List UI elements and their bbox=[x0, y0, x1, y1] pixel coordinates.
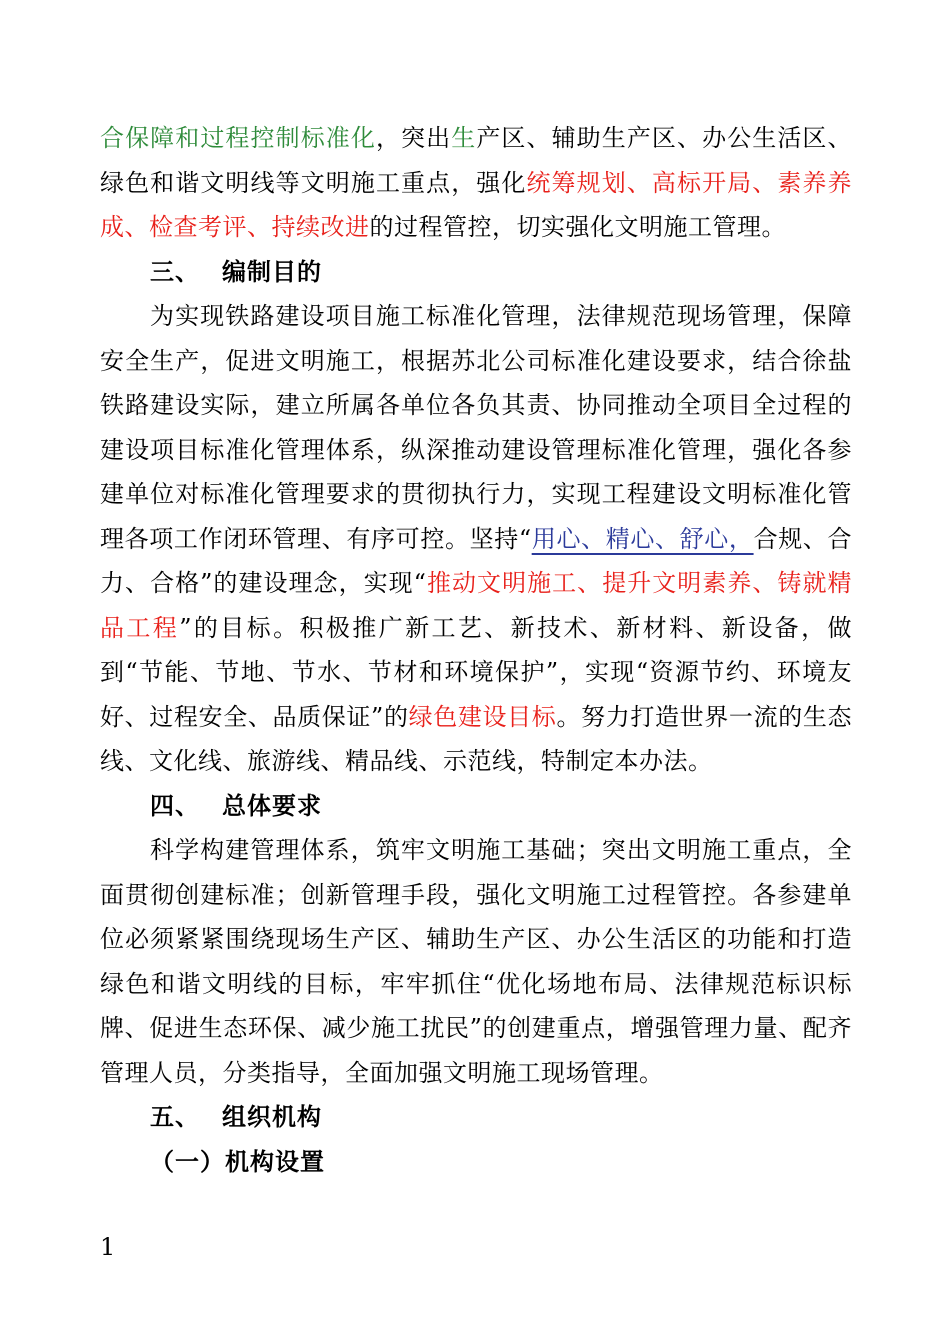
text-run: 为实现铁路建设项目施工标准化管理，法律规范现场管理，保障安全生产，促进文明施工，根据苏北公司标准化建设要求，结合徐盐铁路建设实际，建立所属各单位各负其责、协同推动全项目全过程的建设项目标准化管理体系，纵深推动建设管理标准化管理，强化各参建单位对标准化管理要求的贯彻执行力，实现工程建设文明标准化管理各项工作闭环管理、有序可控。坚持“ bbox=[100, 302, 852, 553]
section-number: 五、 bbox=[150, 1103, 200, 1131]
section-title: 总体要求 bbox=[222, 791, 322, 820]
paragraph-purpose bbox=[100, 294, 852, 784]
section-heading-5 bbox=[100, 1095, 852, 1140]
text-run: 的过程管控，切实强化文明施工管理。 bbox=[369, 213, 786, 241]
text-run: 产区、辅助生产区、办公生活区、绿色和谐文明线等文明施工重点，强化 bbox=[100, 124, 853, 197]
text-run: ”的目标。积极推广新工艺、新技术、新材料、新设备，做到“节能、节地、节水、节材和环境保护”，实现“资源节约、环境友好、过程安全、品质保证”的 bbox=[100, 613, 852, 731]
red-highlight-text: 绿色建设目标 bbox=[408, 702, 557, 731]
section-heading-4 bbox=[100, 784, 852, 829]
section-title: 编制目的 bbox=[222, 257, 322, 286]
section-heading-3 bbox=[100, 250, 852, 295]
section-number: 四、 bbox=[150, 791, 200, 820]
subsection-heading: （一）机构设置 bbox=[150, 1147, 325, 1176]
text-run: ，突出 bbox=[375, 124, 452, 152]
text-run: 。努力打造世界一流的生态线、文化线、旅游线、精品线、示范线，特制定本办法。 bbox=[100, 702, 852, 775]
green-highlight-text: 生 bbox=[451, 124, 477, 152]
paragraph-requirements: 科学构建管理体系，筑牢文明施工基础；突出文明施工重点，全面贯彻创建标准；创新管理手段，强化文明施工过程管控。各参建单位必须紧紧围绕现场生产区、辅助生产区、办公生活区的功能和打造绿色和谐文明线的目标，牢牢抓住“优化场地布局、法律规范标识标牌、促进生态环保、减少施工扰民”的创建重点，增强管理力量、配齐管理人员，分类指导，全面加强文明施工现场管理。 bbox=[100, 836, 852, 1087]
section-number: 三、 bbox=[150, 257, 200, 286]
blue-underlined-text: 用心、精心、舒心， bbox=[531, 524, 754, 553]
text-run: 合规、合力、合格”的建设理念，实现“ bbox=[100, 524, 852, 597]
page-number: 1 bbox=[100, 1233, 116, 1261]
section-title: 组织机构 bbox=[222, 1103, 322, 1131]
document-body bbox=[100, 116, 852, 1184]
paragraph-continuation bbox=[100, 116, 852, 250]
red-highlight-text: 统筹规划、高标开局、素养养成、检查考评、持续改进 bbox=[100, 168, 853, 241]
red-highlight-text: 推动文明施工、提升文明素养、铸就精品工程 bbox=[100, 569, 852, 642]
green-highlight-text: 合保障和过程控制标准化 bbox=[100, 124, 376, 152]
